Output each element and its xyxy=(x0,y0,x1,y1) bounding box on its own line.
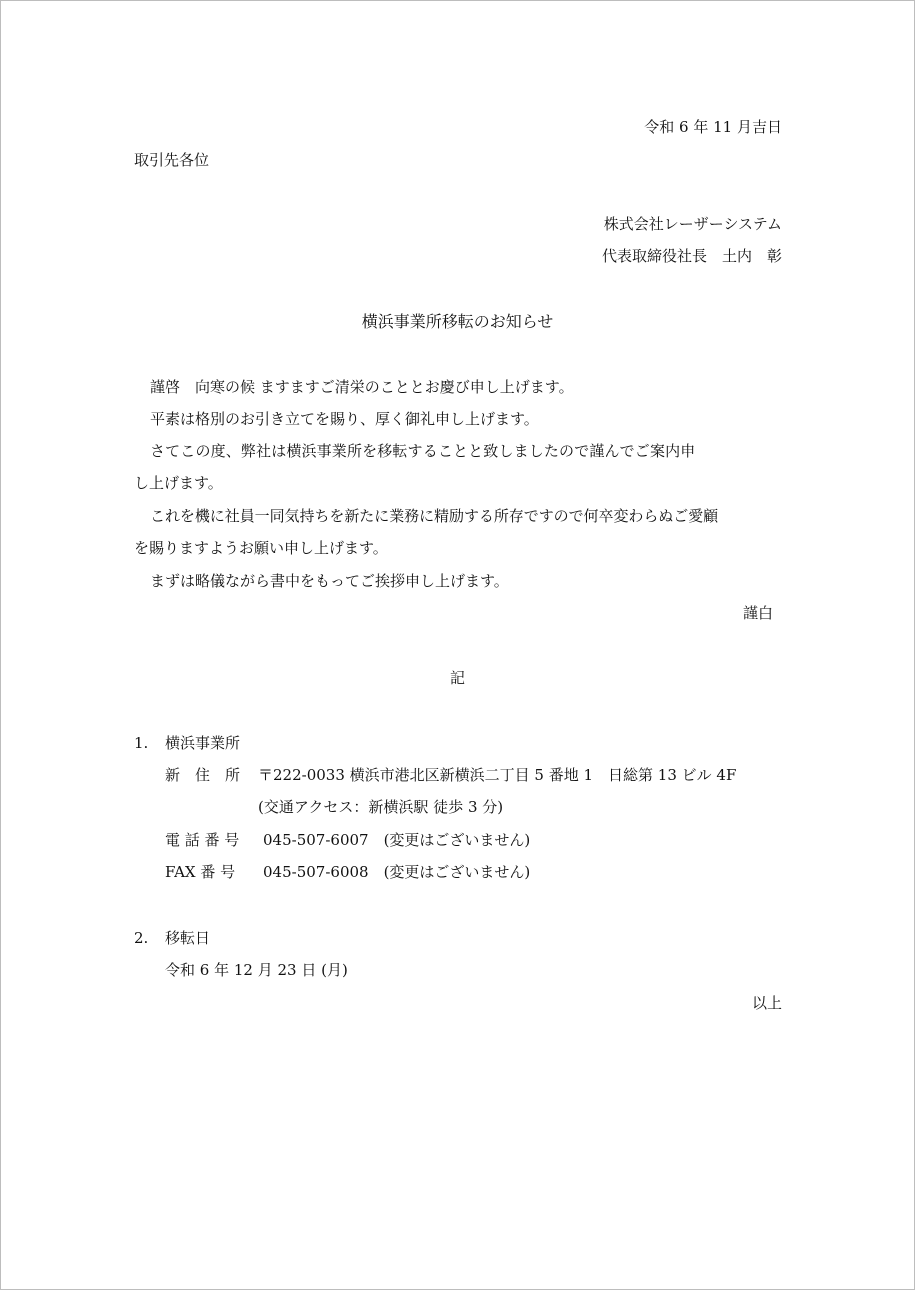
ki-marker: 記 xyxy=(449,669,465,687)
body-paragraph-4-line-1: これを機に社員一同気持ちを新たに業務に精励する所存ですので何卒変わらぬご愛顧 xyxy=(150,507,719,525)
body-paragraph-5: まずは略儀ながら書中をもってご挨拶申し上げます。 xyxy=(150,572,509,590)
closing-ijou: 以上 xyxy=(751,994,782,1012)
fax-value: 045-507-6008 (変更はございません) xyxy=(263,863,531,881)
body-paragraph-4-line-2: を賜りますようお願い申し上げます。 xyxy=(134,539,388,557)
section-2-heading: 移転日 xyxy=(165,929,211,947)
document-date: 令和 6 年 11 月吉日 xyxy=(644,118,782,136)
body-paragraph-1: 謹啓 向寒の候 ますますご清栄のこととお慶び申し上げます。 xyxy=(150,378,574,396)
address-label: 新 住 所 xyxy=(165,766,241,784)
body-paragraph-3-line-2: し上げます。 xyxy=(134,474,223,492)
section-1-number: 1. xyxy=(134,734,149,752)
access-info: (交通アクセス：新横浜駅 徒歩 3 分) xyxy=(258,798,504,816)
relocation-date: 令和 6 年 12 月 23 日 (月) xyxy=(165,961,348,979)
section-2-number: 2. xyxy=(134,929,149,947)
phone-label: 電 話 番 号 xyxy=(165,831,240,849)
sender-company: 株式会社レーザーシステム xyxy=(603,215,782,233)
addressee: 取引先各位 xyxy=(134,151,210,169)
body-paragraph-2: 平素は格別のお引き立てを賜り、厚く御礼申し上げます。 xyxy=(150,410,539,428)
phone-value: 045-507-6007 (変更はございません) xyxy=(263,831,531,849)
address-value: 〒222-0033 横浜市港北区新横浜二丁目 5 番地 1 日総第 13 ビル 4F xyxy=(258,766,737,784)
body-paragraph-3-line-1: さてこの度、弊社は横浜事業所を移転することと致しましたので謹んでご案内申 xyxy=(150,442,696,460)
closing-kinpaku: 謹白 xyxy=(742,604,773,622)
document-title: 横浜事業所移転のお知らせ xyxy=(361,312,554,331)
sender-representative: 代表取締役社長 土内 彰 xyxy=(601,247,782,265)
section-1-heading: 横浜事業所 xyxy=(165,734,241,752)
fax-label: FAX 番 号 xyxy=(165,863,236,881)
